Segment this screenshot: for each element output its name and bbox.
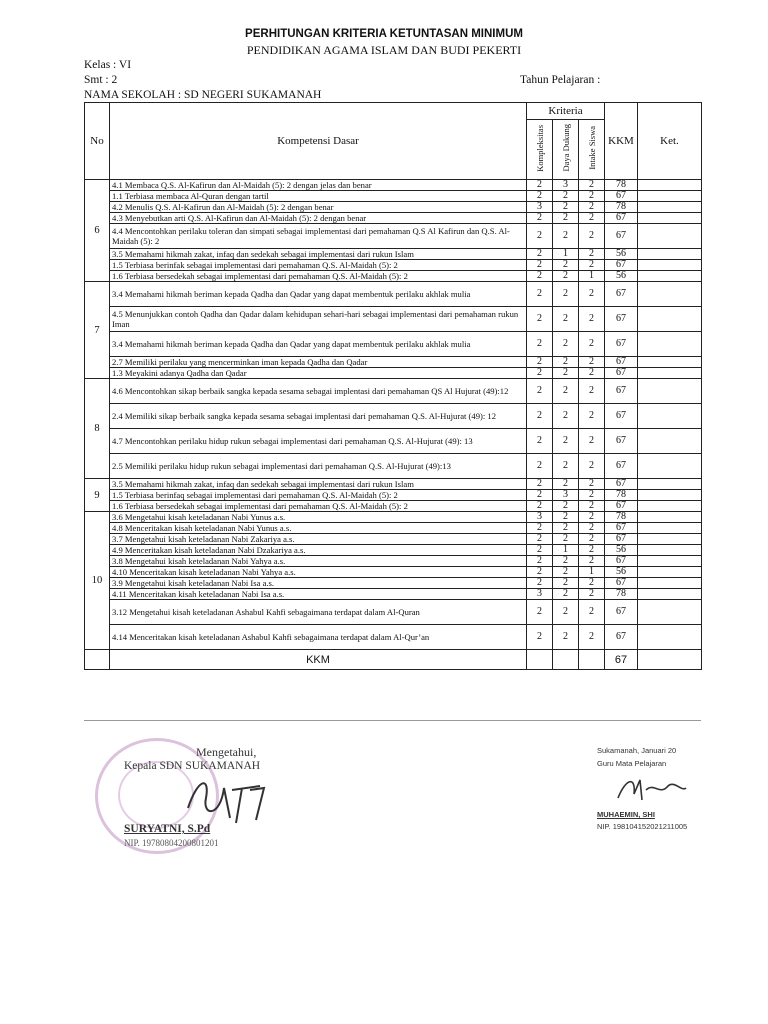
kompleksitas-cell: 2	[527, 191, 553, 202]
kompleksitas-cell: 3	[527, 589, 553, 600]
teacher-signature	[612, 772, 692, 808]
competency-cell: 4.10 Menceritakan kisah keteladanan Nabi Yahya a.s.	[110, 567, 527, 578]
kkm-cell: 67	[605, 213, 638, 224]
competency-cell: 4.7 Mencontohkan perilaku hidup rukun sebagai implementasi dari pemahaman Q.S. Al-Hujurat (49): 13	[110, 429, 527, 454]
kkm-cell: 67	[605, 501, 638, 512]
intake-siswa-cell: 2	[579, 545, 605, 556]
kompleksitas-cell: 2	[527, 625, 553, 650]
kkm-cell: 56	[605, 271, 638, 282]
ket-cell	[638, 479, 702, 490]
intake-siswa-cell: 2	[579, 578, 605, 589]
teacher-name: MUHAEMIN, SHI	[597, 810, 655, 819]
acknowledged-label: Mengetahui,	[196, 745, 257, 759]
kompleksitas-cell: 2	[527, 490, 553, 501]
kompleksitas-cell: 3	[527, 202, 553, 213]
principal-nip: NIP. 19780804200801201	[124, 838, 219, 848]
table-row	[85, 479, 702, 490]
table-row	[85, 512, 702, 523]
ket-cell	[638, 332, 702, 357]
header-kompleksitas: Kompleksitas	[534, 124, 545, 172]
intake-siswa-cell: 2	[579, 260, 605, 271]
group-number: 6	[85, 180, 110, 282]
daya-dukung-cell: 2	[553, 271, 579, 282]
ket-cell	[638, 567, 702, 578]
kkm-cell: 67	[605, 625, 638, 650]
ket-cell	[638, 429, 702, 454]
kkm-cell: 67	[605, 454, 638, 479]
ket-cell	[638, 501, 702, 512]
daya-dukung-cell: 2	[553, 600, 579, 625]
ket-cell	[638, 523, 702, 534]
kompleksitas-cell: 2	[527, 523, 553, 534]
intake-siswa-cell: 2	[579, 282, 605, 307]
daya-dukung-cell: 2	[553, 501, 579, 512]
competency-cell: 3.12 Mengetahui kisah keteladanan Ashabul Kahfi sebagaimana terdapat dalam Al-Quran	[110, 600, 527, 625]
kompleksitas-cell: 2	[527, 429, 553, 454]
kkm-cell: 67	[605, 224, 638, 249]
table-row	[85, 429, 702, 454]
competency-cell: 2.4 Memiliki sikap berbaik sangka kepada sesama sebagai implentasi dari pemahaman Q.S. Al-Hujurat (49): 12	[110, 404, 527, 429]
daya-dukung-cell: 2	[553, 479, 579, 490]
ket-cell	[638, 224, 702, 249]
kkm-summary-row	[85, 650, 702, 670]
school-name: NAMA SEKOLAH : SD NEGERI SUKAMANAH	[84, 89, 322, 101]
ket-cell	[638, 180, 702, 191]
competency-cell: 4.14 Menceritakan kisah keteladanan Ashabul Kahfi sebagaimana terdapat dalam Al-Qur’an	[110, 625, 527, 650]
kkm-cell: 67	[605, 534, 638, 545]
header-kompetensi-dasar: Kompetensi Dasar	[110, 103, 527, 180]
principal-title: Kepala SDN SUKAMANAH	[124, 760, 261, 772]
competency-cell: 3.5 Memahami hikmah zakat, infaq dan sedekah sebagai implementasi dari rukun Islam	[110, 249, 527, 260]
competency-cell: 4.5 Menunjukkan contoh Qadha dan Qadar dalam kehidupan sehari-hari sebagai implementasi dari pemahaman rukun Iman	[110, 307, 527, 332]
table-row	[85, 600, 702, 625]
kkm-table-body	[85, 180, 702, 650]
kkm-cell: 67	[605, 332, 638, 357]
ket-cell	[638, 454, 702, 479]
competency-cell: 3.7 Mengetahui kisah keteladanan Nabi Zakariya a.s.	[110, 534, 527, 545]
kompleksitas-cell: 3	[527, 512, 553, 523]
kkm-cell: 67	[605, 357, 638, 368]
table-row	[85, 490, 702, 501]
intake-siswa-cell: 2	[579, 224, 605, 249]
kkm-cell: 67	[605, 578, 638, 589]
kompleksitas-cell: 2	[527, 271, 553, 282]
competency-cell: 4.1 Membaca Q.S. Al-Kafirun dan Al-Maidah (5): 2 dengan jelas dan benar	[110, 180, 527, 191]
daya-dukung-cell: 2	[553, 534, 579, 545]
kompleksitas-cell: 2	[527, 479, 553, 490]
group-number: 7	[85, 282, 110, 379]
ket-cell	[638, 202, 702, 213]
academic-year-label: Tahun Pelajaran :	[520, 74, 601, 86]
kompleksitas-cell: 2	[527, 379, 553, 404]
competency-cell: 3.4 Memahami hikmah beriman kepada Qadha dan Qadar yang dapat membentuk perilaku akhlak mulia	[110, 282, 527, 307]
ket-cell	[638, 512, 702, 523]
daya-dukung-cell: 2	[553, 578, 579, 589]
daya-dukung-cell: 2	[553, 625, 579, 650]
ket-cell	[638, 589, 702, 600]
kkm-cell: 67	[605, 191, 638, 202]
intake-siswa-cell: 2	[579, 479, 605, 490]
ket-cell	[638, 260, 702, 271]
kkm-cell: 67	[605, 282, 638, 307]
intake-siswa-cell: 2	[579, 357, 605, 368]
kkm-cell: 67	[605, 523, 638, 534]
intake-siswa-cell: 2	[579, 379, 605, 404]
daya-dukung-cell: 2	[553, 379, 579, 404]
competency-cell: 4.11 Menceritakan kisah keteladanan Nabi Isa a.s.	[110, 589, 527, 600]
table-row	[85, 625, 702, 650]
kkm-cell: 78	[605, 589, 638, 600]
intake-siswa-cell: 2	[579, 556, 605, 567]
kkm-table	[84, 102, 702, 670]
kompleksitas-cell: 2	[527, 249, 553, 260]
daya-dukung-cell: 2	[553, 357, 579, 368]
document-title: PERHITUNGAN KRITERIA KETUNTASAN MINIMUM	[245, 28, 523, 40]
daya-dukung-cell: 2	[553, 589, 579, 600]
kkm-cell: 78	[605, 512, 638, 523]
kompleksitas-cell: 2	[527, 307, 553, 332]
table-row	[85, 202, 702, 213]
table-row	[85, 567, 702, 578]
intake-siswa-cell: 2	[579, 249, 605, 260]
intake-siswa-cell: 2	[579, 429, 605, 454]
principal-name: SURYATNI, S.Pd	[124, 823, 211, 835]
kkm-cell: 78	[605, 490, 638, 501]
competency-cell: 4.4 Mencontohkan perilaku toleran dan simpati sebagai implementasi dari pemahaman Q.S Al Kafirun dan Q.S. Al-Maidah (5): 2	[110, 224, 527, 249]
competency-cell: 3.5 Memahami hikmah zakat, infaq dan sedekah sebagai implementasi dari rukun Islam	[110, 479, 527, 490]
intake-siswa-cell: 2	[579, 523, 605, 534]
daya-dukung-cell: 2	[553, 454, 579, 479]
kompleksitas-cell: 2	[527, 332, 553, 357]
semester-label: Smt : 2	[84, 74, 118, 86]
daya-dukung-cell: 3	[553, 490, 579, 501]
daya-dukung-cell: 2	[553, 523, 579, 534]
group-number: 9	[85, 479, 110, 512]
competency-cell: 4.2 Menulis Q.S. Al-Kafirun dan Al-Maidah (5): 2 dengan benar	[110, 202, 527, 213]
daya-dukung-cell: 2	[553, 332, 579, 357]
table-row	[85, 357, 702, 368]
daya-dukung-cell: 3	[553, 180, 579, 191]
intake-siswa-cell: 2	[579, 454, 605, 479]
ket-cell	[638, 307, 702, 332]
intake-siswa-cell: 2	[579, 332, 605, 357]
intake-siswa-cell: 2	[579, 404, 605, 429]
header-kriteria: Kriteria	[527, 103, 605, 120]
ket-cell	[638, 357, 702, 368]
table-row	[85, 589, 702, 600]
daya-dukung-cell: 2	[553, 368, 579, 379]
competency-cell: 3.4 Memahami hikmah beriman kepada Qadha dan Qadar yang dapat membentuk perilaku akhlak mulia	[110, 332, 527, 357]
kompleksitas-cell: 2	[527, 224, 553, 249]
daya-dukung-cell: 1	[553, 545, 579, 556]
intake-siswa-cell: 1	[579, 271, 605, 282]
intake-siswa-cell: 2	[579, 368, 605, 379]
teacher-nip: NIP. 198104152021211005	[597, 822, 688, 831]
divider-line	[84, 720, 701, 721]
kkm-cell: 67	[605, 556, 638, 567]
intake-siswa-cell: 2	[579, 490, 605, 501]
ket-cell	[638, 600, 702, 625]
daya-dukung-cell: 2	[553, 202, 579, 213]
table-row	[85, 249, 702, 260]
ket-cell	[638, 490, 702, 501]
header-ket: Ket.	[638, 103, 702, 180]
header-no: No	[85, 103, 110, 180]
table-row	[85, 282, 702, 307]
kompleksitas-cell: 2	[527, 260, 553, 271]
kkm-cell: 67	[605, 479, 638, 490]
kkm-cell: 67	[605, 307, 638, 332]
competency-cell: 4.3 Menyebutkan arti Q.S. Al-Kafirun dan Al-Maidah (5): 2 dengan benar	[110, 213, 527, 224]
ket-cell	[638, 282, 702, 307]
intake-siswa-cell: 2	[579, 501, 605, 512]
daya-dukung-cell: 2	[553, 307, 579, 332]
header-daya-dukung: Daya Dukung	[560, 124, 571, 172]
kkm-cell: 67	[605, 429, 638, 454]
table-row	[85, 454, 702, 479]
table-row	[85, 523, 702, 534]
kompleksitas-cell: 2	[527, 368, 553, 379]
ket-cell	[638, 249, 702, 260]
kompleksitas-cell: 2	[527, 357, 553, 368]
ket-cell	[638, 534, 702, 545]
daya-dukung-cell: 2	[553, 404, 579, 429]
header-kkm: KKM	[605, 103, 638, 180]
kompleksitas-cell: 2	[527, 567, 553, 578]
intake-siswa-cell: 2	[579, 589, 605, 600]
daya-dukung-cell: 2	[553, 213, 579, 224]
kompleksitas-cell: 2	[527, 545, 553, 556]
kompleksitas-cell: 2	[527, 578, 553, 589]
ket-cell	[638, 556, 702, 567]
daya-dukung-cell: 2	[553, 556, 579, 567]
competency-cell: 4.6 Mencontohkan sikap berbaik sangka kepada sesama sebagai implentasi dari pemahaman QS Al Hujurat (49):12	[110, 379, 527, 404]
ket-cell	[638, 578, 702, 589]
ket-cell	[638, 191, 702, 202]
table-row	[85, 224, 702, 249]
ket-cell	[638, 545, 702, 556]
table-row	[85, 501, 702, 512]
competency-cell: 1.5 Terbiasa berinfak sebagai implementasi dari pemahaman Q.S. Al-Maidah (5): 2	[110, 260, 527, 271]
table-row	[85, 260, 702, 271]
competency-cell: 3.9 Mengetahui kisah keteladanan Nabi Isa a.s.	[110, 578, 527, 589]
intake-siswa-cell: 2	[579, 512, 605, 523]
table-row	[85, 307, 702, 332]
intake-siswa-cell: 2	[579, 625, 605, 650]
table-row	[85, 213, 702, 224]
competency-cell: 1.1 Terbiasa membaca Al-Quran dengan tartil	[110, 191, 527, 202]
daya-dukung-cell: 2	[553, 282, 579, 307]
competency-cell: 4.8 Menceritakan kisah keteladanan Nabi Yunus a.s.	[110, 523, 527, 534]
group-number: 10	[85, 512, 110, 650]
kkm-cell: 78	[605, 180, 638, 191]
intake-siswa-cell: 2	[579, 180, 605, 191]
intake-siswa-cell: 2	[579, 191, 605, 202]
daya-dukung-cell: 1	[553, 249, 579, 260]
kelas-label: Kelas : VI	[84, 59, 132, 71]
ket-cell	[638, 271, 702, 282]
kompleksitas-cell: 2	[527, 501, 553, 512]
place-date: Sukamanah, Januari 20	[597, 746, 677, 755]
intake-siswa-cell: 2	[579, 534, 605, 545]
kkm-summary-label: KKM	[110, 650, 527, 670]
table-row	[85, 368, 702, 379]
kkm-cell: 67	[605, 600, 638, 625]
teacher-role: Guru Mata Pelajaran	[597, 759, 667, 768]
competency-cell: 1.3 Meyakini adanya Qadha dan Qadar	[110, 368, 527, 379]
kompleksitas-cell: 2	[527, 404, 553, 429]
table-row	[85, 271, 702, 282]
kompleksitas-cell: 2	[527, 556, 553, 567]
kkm-cell: 67	[605, 368, 638, 379]
kkm-summary-value: 67	[605, 650, 638, 670]
intake-siswa-cell: 2	[579, 213, 605, 224]
intake-siswa-cell: 2	[579, 307, 605, 332]
kompleksitas-cell: 2	[527, 454, 553, 479]
ket-cell	[638, 625, 702, 650]
table-row	[85, 556, 702, 567]
daya-dukung-cell: 2	[553, 567, 579, 578]
daya-dukung-cell: 2	[553, 429, 579, 454]
kompleksitas-cell: 2	[527, 600, 553, 625]
competency-cell: 1.6 Terbiasa bersedekah sebagai implementasi dari pemahaman Q.S. Al-Maidah (5): 2	[110, 501, 527, 512]
competency-cell: 3.6 Mengetahui kisah keteladanan Nabi Yunus a.s.	[110, 512, 527, 523]
ket-cell	[638, 368, 702, 379]
competency-cell: 1.5 Terbiasa berinfaq sebagai implementasi dari pemahaman Q.S. Al-Maidah (5): 2	[110, 490, 527, 501]
kkm-cell: 56	[605, 249, 638, 260]
kkm-cell: 67	[605, 379, 638, 404]
kompleksitas-cell: 2	[527, 180, 553, 191]
kompleksitas-cell: 2	[527, 534, 553, 545]
ket-cell	[638, 213, 702, 224]
table-row	[85, 379, 702, 404]
intake-siswa-cell: 2	[579, 600, 605, 625]
kkm-cell: 67	[605, 260, 638, 271]
daya-dukung-cell: 2	[553, 512, 579, 523]
daya-dukung-cell: 2	[553, 224, 579, 249]
competency-cell: 2.7 Memiliki perilaku yang mencerminkan iman kepada Qadha dan Qadar	[110, 357, 527, 368]
group-number: 8	[85, 379, 110, 479]
ket-cell	[638, 379, 702, 404]
competency-cell: 2.5 Memiliki perilaku hidup rukun sebagai implementasi dari pemahaman Q.S. Al-Hujurat (49):13	[110, 454, 527, 479]
ket-cell	[638, 404, 702, 429]
header-intake-siswa: Intake Siswa	[586, 126, 597, 170]
table-row	[85, 545, 702, 556]
daya-dukung-cell: 2	[553, 260, 579, 271]
kkm-cell: 78	[605, 202, 638, 213]
table-row	[85, 332, 702, 357]
competency-cell: 1.6 Terbiasa bersedekah sebagai implementasi dari pemahaman Q.S. Al-Maidah (5): 2	[110, 271, 527, 282]
principal-signature	[180, 768, 290, 828]
intake-siswa-cell: 1	[579, 567, 605, 578]
intake-siswa-cell: 2	[579, 202, 605, 213]
kompleksitas-cell: 2	[527, 213, 553, 224]
kkm-cell: 67	[605, 404, 638, 429]
table-row	[85, 180, 702, 191]
kkm-cell: 56	[605, 545, 638, 556]
table-row	[85, 578, 702, 589]
kkm-cell: 56	[605, 567, 638, 578]
table-row	[85, 191, 702, 202]
competency-cell: 3.8 Mengetahui kisah keteladanan Nabi Yahya a.s.	[110, 556, 527, 567]
daya-dukung-cell: 2	[553, 191, 579, 202]
table-row	[85, 534, 702, 545]
kompleksitas-cell: 2	[527, 282, 553, 307]
table-row	[85, 404, 702, 429]
competency-cell: 4.9 Menceritakan kisah keteladanan Nabi Dzakariya a.s.	[110, 545, 527, 556]
document-subtitle: PENDIDIKAN AGAMA ISLAM DAN BUDI PEKERTI	[246, 43, 522, 57]
